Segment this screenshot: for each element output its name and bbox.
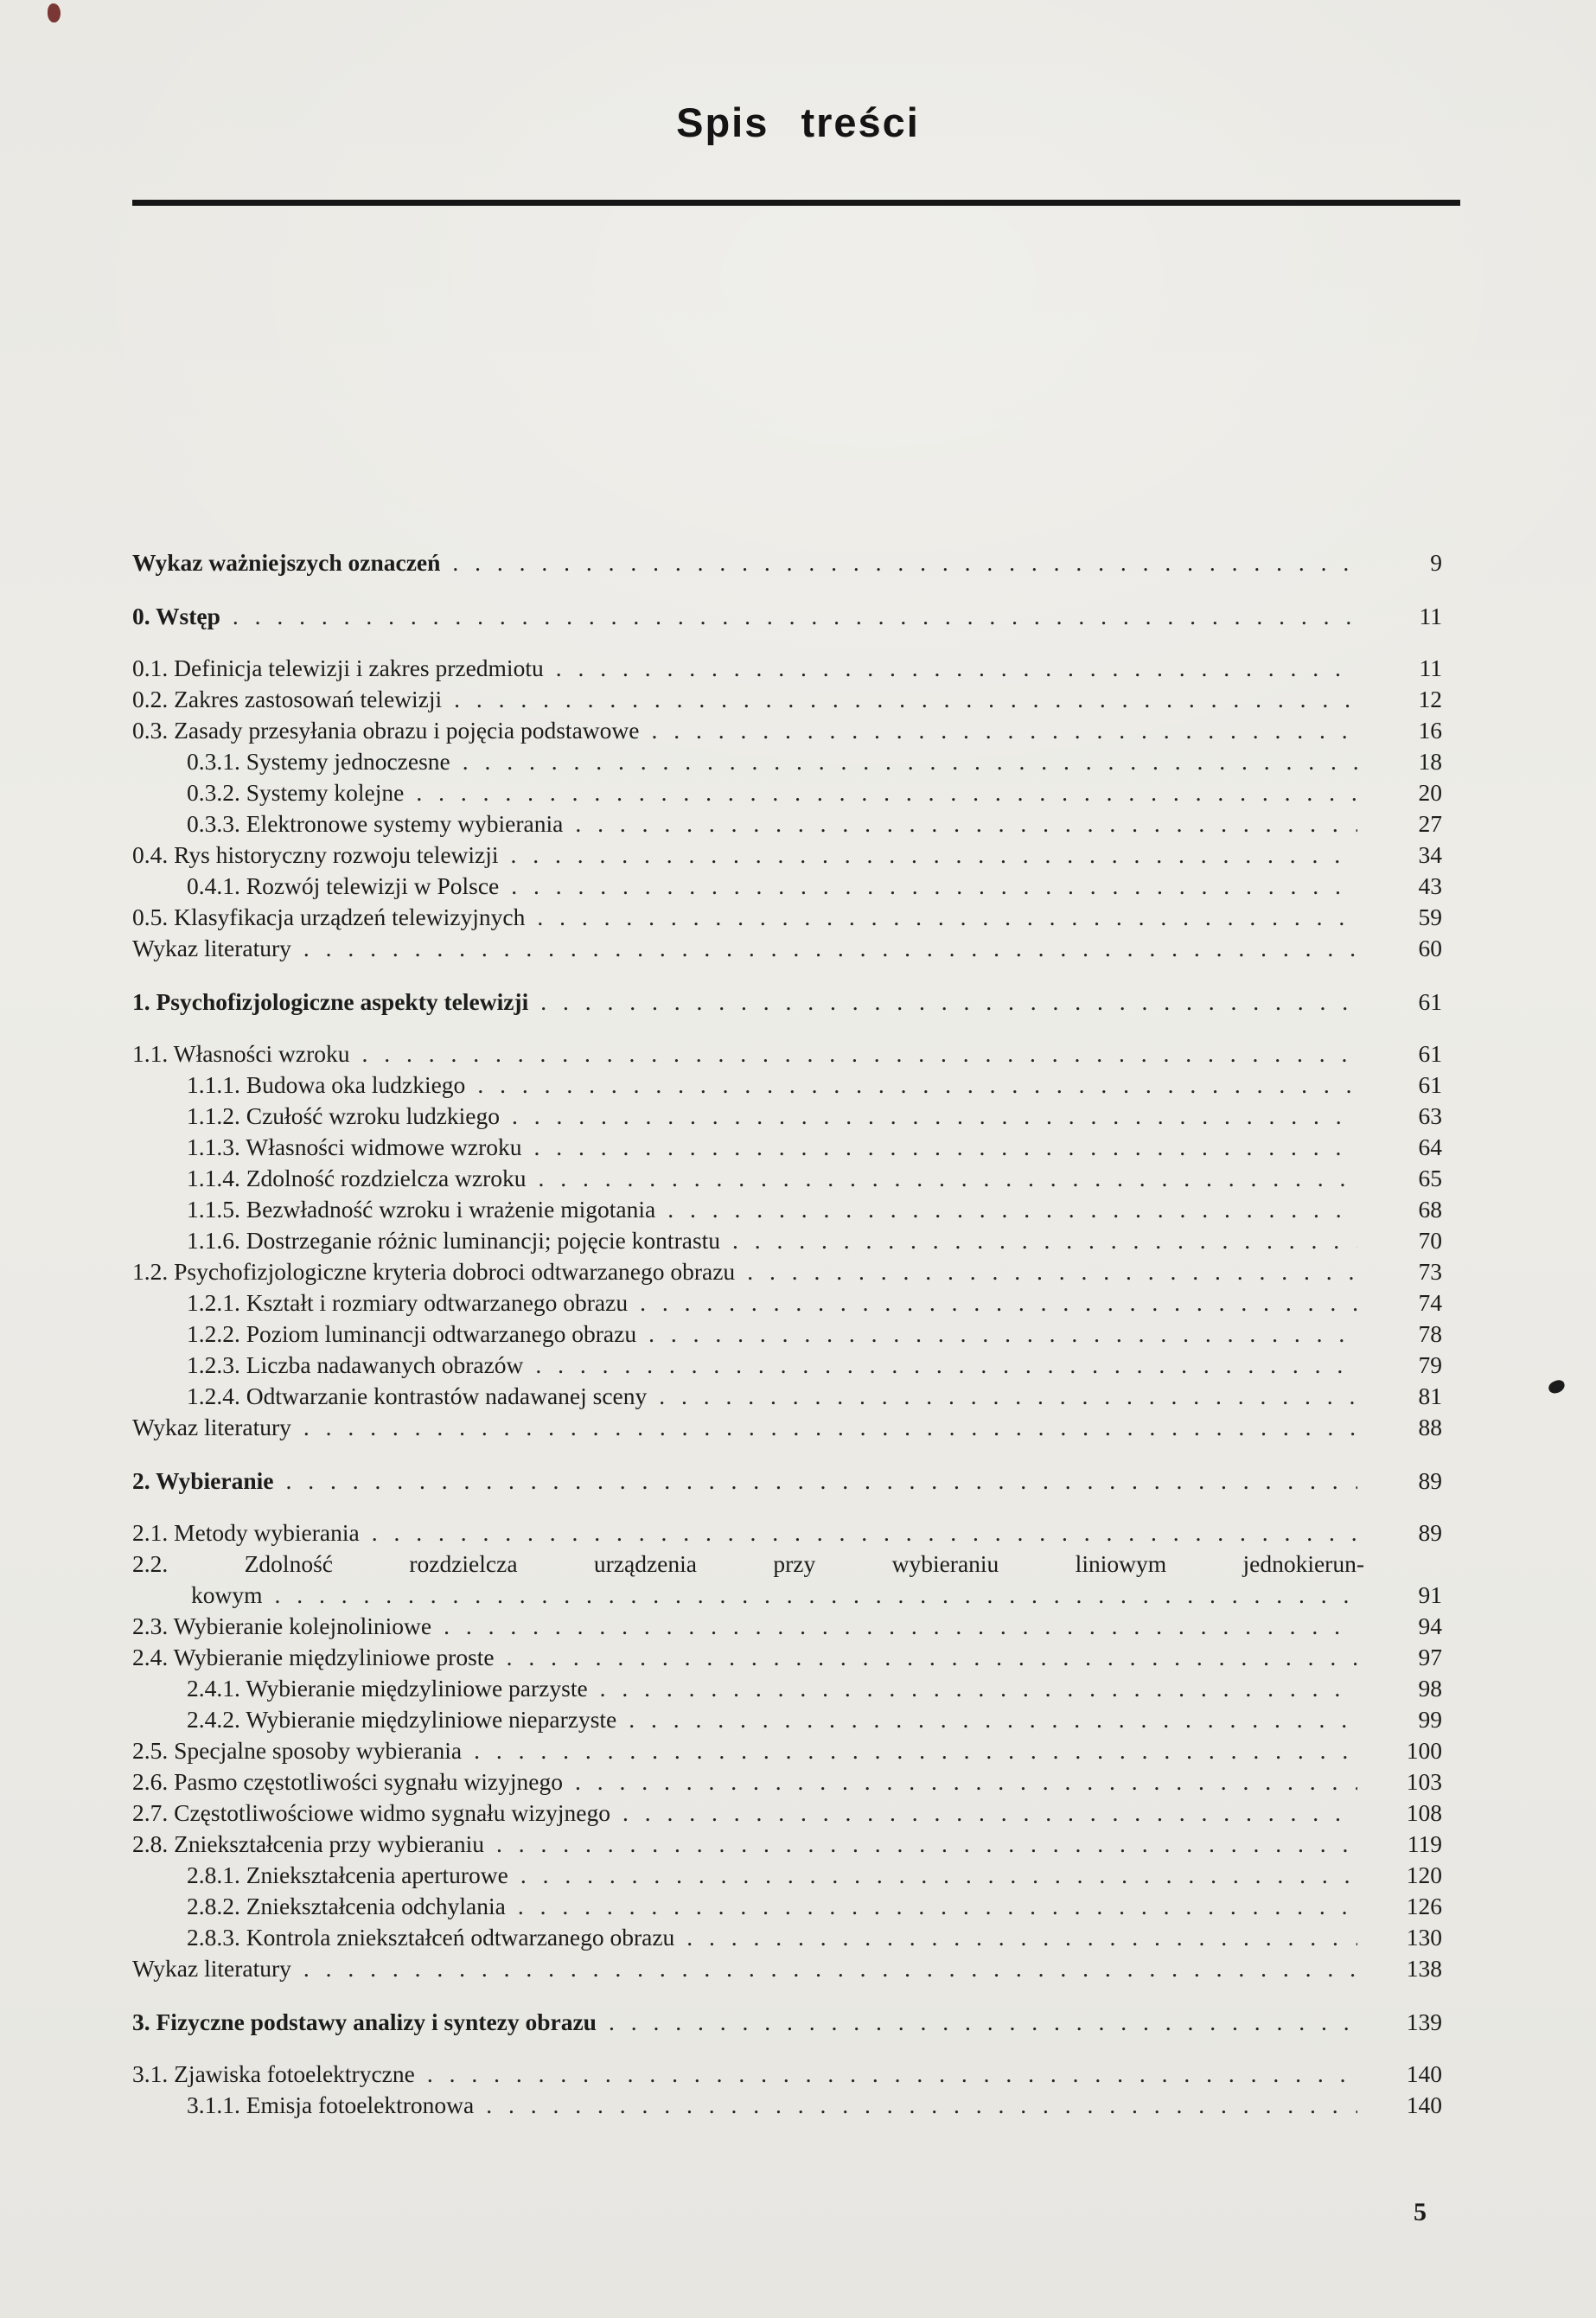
dot-leader	[520, 1860, 1357, 1891]
toc-entry	[132, 1704, 1442, 1735]
dot-leader	[454, 684, 1357, 715]
toc-entry-label: Wykaz literatury	[132, 935, 291, 961]
toc-entry	[132, 808, 1442, 840]
toc-entry-label: 0.2. Zakres zastosowań telewizji	[132, 686, 443, 712]
toc-entry-label: 3.1.1. Emisja fotoelektronowa	[187, 2091, 475, 2118]
toc-entry-page: 65	[1418, 1165, 1442, 1191]
dot-leader	[535, 1350, 1357, 1381]
toc-entry-page: 88	[1418, 1414, 1442, 1440]
toc-entry-label: 3.1. Zjawiska fotoelektryczne	[132, 2060, 415, 2087]
dot-leader	[477, 1070, 1357, 1101]
dot-leader	[275, 1580, 1358, 1611]
footer-page-number: 5	[1414, 2198, 1427, 2226]
toc-entry-page: 100	[1406, 1737, 1442, 1764]
toc-entry-page: 59	[1418, 904, 1442, 930]
toc-entry	[132, 777, 1442, 808]
toc-entry-page: 140	[1406, 2091, 1442, 2118]
toc-entry	[132, 1829, 1442, 1860]
toc-entry	[132, 2059, 1442, 2090]
toc-entry	[132, 902, 1442, 933]
toc-entry	[132, 1194, 1442, 1225]
toc-entry	[132, 1412, 1442, 1443]
toc-entry	[132, 1953, 1442, 1984]
dot-leader	[416, 777, 1357, 808]
toc-entry-page: 78	[1418, 1320, 1442, 1347]
title-divider-rule	[132, 200, 1460, 206]
toc-entry	[132, 1287, 1442, 1319]
toc-entry	[132, 1319, 1442, 1350]
toc-entry-page: 70	[1418, 1227, 1442, 1254]
toc-entry-label: kowym	[191, 1581, 263, 1608]
toc-entry	[132, 1735, 1442, 1766]
toc-entry-label: Wykaz ważniejszych oznaczeń	[132, 549, 441, 576]
toc-entry-label: 1.1.6. Dostrzeganie różnic luminancji; pojęcie kontrastu	[187, 1227, 721, 1254]
toc-entry-page: 20	[1418, 779, 1442, 806]
toc-entry	[132, 1381, 1442, 1412]
toc-entry	[132, 1101, 1442, 1132]
toc-entry-label: 2.5. Specjalne sposoby wybierania	[132, 1737, 463, 1764]
toc-entry-page: 126	[1406, 1893, 1442, 1919]
toc-entry	[132, 1070, 1442, 1101]
dot-leader	[556, 653, 1357, 684]
toc-entry	[132, 746, 1442, 777]
toc-entry-page: 43	[1418, 872, 1442, 899]
toc-entry-page: 79	[1418, 1351, 1442, 1378]
dot-leader	[427, 2059, 1357, 2090]
toc-entry	[132, 1132, 1442, 1163]
toc-entry-label: 2.8.1. Zniekształcenia aperturowe	[187, 1861, 508, 1888]
dot-leader	[303, 933, 1357, 964]
dot-leader	[648, 1319, 1357, 1350]
toc-entry-label: 0.3.2. Systemy kolejne	[187, 779, 405, 806]
toc-entry-page: 27	[1418, 810, 1442, 837]
toc-entry	[132, 715, 1442, 746]
dot-leader	[609, 2007, 1357, 2038]
dot-leader	[444, 1611, 1357, 1642]
toc-entry-label: 0.4. Rys historyczny rozwoju telewizji	[132, 841, 499, 868]
toc-entry	[132, 987, 1442, 1018]
toc-entry	[132, 547, 1442, 578]
toc-entry-page: 16	[1418, 717, 1442, 744]
toc-entry	[132, 1038, 1442, 1070]
dot-leader	[732, 1225, 1357, 1256]
toc-entry-label: 1.2.1. Kształt i rozmiary odtwarzanego obrazu	[187, 1289, 629, 1316]
dot-leader	[686, 1922, 1357, 1953]
dot-leader	[452, 547, 1357, 578]
toc-entry-label: 0.1. Definicja telewizji i zakres przedmiotu	[132, 655, 544, 681]
dot-leader	[600, 1673, 1357, 1704]
toc-entry	[132, 1642, 1442, 1673]
toc-entry-page: 98	[1418, 1675, 1442, 1702]
toc-entry-page: 61	[1418, 1040, 1442, 1067]
dot-leader	[540, 987, 1357, 1018]
toc-entry-label: 2.2. Zdolność rozdzielcza urządzenia przy wybieraniu liniowym jednokierun-	[132, 1550, 1364, 1577]
toc-entry-label: 2.7. Częstotliwościowe widmo sygnału wizyjnego	[132, 1799, 610, 1826]
dot-leader	[575, 808, 1357, 840]
toc-entry-label: 2. Wybieranie	[132, 1467, 274, 1494]
toc-entry-label: 2.6. Pasmo częstotliwości sygnału wizyjnego	[132, 1768, 563, 1795]
toc-entry	[132, 1466, 1442, 1497]
toc-entry-label: 2.8.2. Zniekształcenia odchylania	[187, 1893, 506, 1919]
toc-entry-page: 103	[1406, 1768, 1442, 1795]
dot-leader	[362, 1038, 1357, 1070]
toc-entry	[132, 1611, 1442, 1642]
dot-leader	[303, 1412, 1357, 1443]
toc-entry-label: 3. Fizyczne podstawy analizy i syntezy obrazu	[132, 2008, 597, 2035]
toc-entry-label: 1. Psychofizjologiczne aspekty telewizji	[132, 988, 529, 1015]
dot-leader	[507, 1642, 1357, 1673]
toc-entry-label: Wykaz literatury	[132, 1955, 291, 1982]
dot-leader	[303, 1953, 1357, 1984]
toc-entry	[132, 653, 1442, 684]
toc-entry-page: 12	[1418, 686, 1442, 712]
toc-entry	[132, 2090, 1442, 2121]
toc-entry-label: 2.3. Wybieranie kolejnoliniowe	[132, 1612, 432, 1639]
toc-entry	[132, 684, 1442, 715]
toc-entry-page: 138	[1406, 1955, 1442, 1982]
toc-entry-page: 34	[1418, 841, 1442, 868]
dot-leader	[575, 1766, 1357, 1798]
dot-leader	[518, 1891, 1357, 1922]
toc-entry	[132, 1163, 1442, 1194]
toc-entry-label: 1.2. Psychofizjologiczne kryteria dobroci odtwarzanego obrazu	[132, 1258, 736, 1285]
dot-leader	[463, 746, 1357, 777]
toc-entry-label: 1.1. Własności wzroku	[132, 1040, 350, 1067]
dot-leader	[659, 1381, 1357, 1412]
toc-entry	[132, 601, 1442, 632]
toc-entry-page: 99	[1418, 1706, 1442, 1733]
dot-leader	[474, 1735, 1357, 1766]
toc-entry	[132, 1225, 1442, 1256]
toc-entry-label: 0.5. Klasyfikacja urządzeń telewizyjnych	[132, 904, 526, 930]
toc-entry-page: 89	[1418, 1467, 1442, 1494]
toc-entry	[132, 1256, 1442, 1287]
toc-entry	[132, 1798, 1442, 1829]
dot-leader	[667, 1194, 1357, 1225]
dot-leader	[372, 1517, 1357, 1549]
dot-leader	[486, 2090, 1357, 2121]
toc-entry-page: 108	[1406, 1799, 1442, 1826]
toc-entry-label: Wykaz literatury	[132, 1414, 291, 1440]
toc-entry	[132, 1580, 1442, 1611]
toc-entry-page: 9	[1430, 549, 1442, 576]
toc-entry-label: 1.1.4. Zdolność rozdzielcza wzroku	[187, 1165, 527, 1191]
toc-entry-page: 81	[1418, 1382, 1442, 1409]
dot-leader	[629, 1704, 1357, 1735]
dot-leader	[285, 1466, 1357, 1497]
toc-entry	[132, 1673, 1442, 1704]
toc-entry-label: 2.8. Zniekształcenia przy wybieraniu	[132, 1830, 484, 1857]
toc-entry-label: 2.4. Wybieranie międzyliniowe proste	[132, 1644, 495, 1670]
toc-entry-label: 0. Wstęp	[132, 603, 220, 629]
toc-entry	[132, 1891, 1442, 1922]
toc-entry-page: 61	[1418, 1071, 1442, 1098]
dot-leader	[640, 1287, 1357, 1319]
toc-entry-page: 63	[1418, 1102, 1442, 1129]
dot-leader	[496, 1829, 1357, 1860]
toc-entry-label: 1.1.1. Budowa oka ludzkiego	[187, 1071, 466, 1098]
dot-leader	[539, 1163, 1358, 1194]
toc-entry	[132, 1766, 1442, 1798]
toc-entry-page: 11	[1419, 603, 1442, 629]
toc-entry-label: 1.2.3. Liczba nadawanych obrazów	[187, 1351, 524, 1378]
toc-entry-label: 2.1. Metody wybierania	[132, 1519, 360, 1546]
toc-entry-label: 1.2.2. Poziom luminancji odtwarzanego obrazu	[187, 1320, 637, 1347]
scan-corner-artifact	[48, 3, 61, 22]
toc-entry-page: 18	[1418, 748, 1442, 775]
dot-leader	[533, 1132, 1357, 1163]
toc-entry	[132, 871, 1442, 902]
toc-entry-label: 2.4.2. Wybieranie międzyliniowe nieparzyste	[187, 1706, 617, 1733]
toc-entry-page: 140	[1406, 2060, 1442, 2087]
toc-entry-page: 74	[1418, 1289, 1442, 1316]
dot-leader	[233, 601, 1357, 632]
dot-leader	[622, 1798, 1357, 1829]
toc-entry-page: 60	[1418, 935, 1442, 961]
toc-entry-label: 1.1.5. Bezwładność wzroku i wrażenie migotania	[187, 1196, 656, 1223]
toc-entry-label: 0.3.1. Systemy jednoczesne	[187, 748, 450, 775]
toc-entry	[132, 1922, 1442, 1953]
dot-leader	[747, 1256, 1357, 1287]
dot-leader	[511, 840, 1357, 871]
toc-entry-label: 1.1.3. Własności widmowe wzroku	[187, 1133, 522, 1160]
dot-leader	[651, 715, 1357, 746]
toc-entry-page: 130	[1406, 1924, 1442, 1951]
toc-entry-label: 1.1.2. Czułość wzroku ludzkiego	[187, 1102, 501, 1129]
toc-entry	[132, 1860, 1442, 1891]
toc-entry-label: 2.8.3. Kontrola zniekształceń odtwarzanego obrazu	[187, 1924, 675, 1951]
toc-entry	[132, 933, 1442, 964]
toc-entry-label: 1.2.4. Odtwarzanie kontrastów nadawanej sceny	[187, 1382, 648, 1409]
dot-leader	[537, 902, 1357, 933]
toc-entry	[132, 2007, 1442, 2038]
toc-entry-label: 0.3.3. Elektronowe systemy wybierania	[187, 810, 564, 837]
toc-entry-page: 97	[1418, 1644, 1442, 1670]
toc-entry-page: 64	[1418, 1133, 1442, 1160]
toc-entry-label: 0.4.1. Rozwój telewizji w Polsce	[187, 872, 500, 899]
toc-entry-page: 94	[1418, 1612, 1442, 1639]
dot-leader	[511, 871, 1357, 902]
page-title: Spis treści	[676, 99, 920, 145]
toc-entry-page: 120	[1406, 1861, 1442, 1888]
dot-leader	[512, 1101, 1357, 1132]
toc-entry	[132, 1517, 1442, 1549]
toc-entry-page: 91	[1418, 1581, 1442, 1608]
toc-entry-page: 68	[1418, 1196, 1442, 1223]
toc-entry-page: 61	[1418, 988, 1442, 1015]
toc-entry-page: 11	[1419, 655, 1442, 681]
toc-entry	[132, 1350, 1442, 1381]
toc-entry-page: 119	[1407, 1830, 1442, 1857]
ink-smudge-artifact	[1547, 1378, 1566, 1395]
toc-entry	[132, 840, 1442, 871]
toc-entry	[132, 1549, 1442, 1580]
toc-list	[132, 547, 1442, 2121]
toc-entry-page: 89	[1418, 1519, 1442, 1546]
toc-entry-page: 139	[1406, 2008, 1442, 2035]
toc-entry-page: 73	[1418, 1258, 1442, 1285]
toc-entry-label: 2.4.1. Wybieranie międzyliniowe parzyste	[187, 1675, 588, 1702]
toc-entry-label: 0.3. Zasady przesyłania obrazu i pojęcia podstawowe	[132, 717, 640, 744]
